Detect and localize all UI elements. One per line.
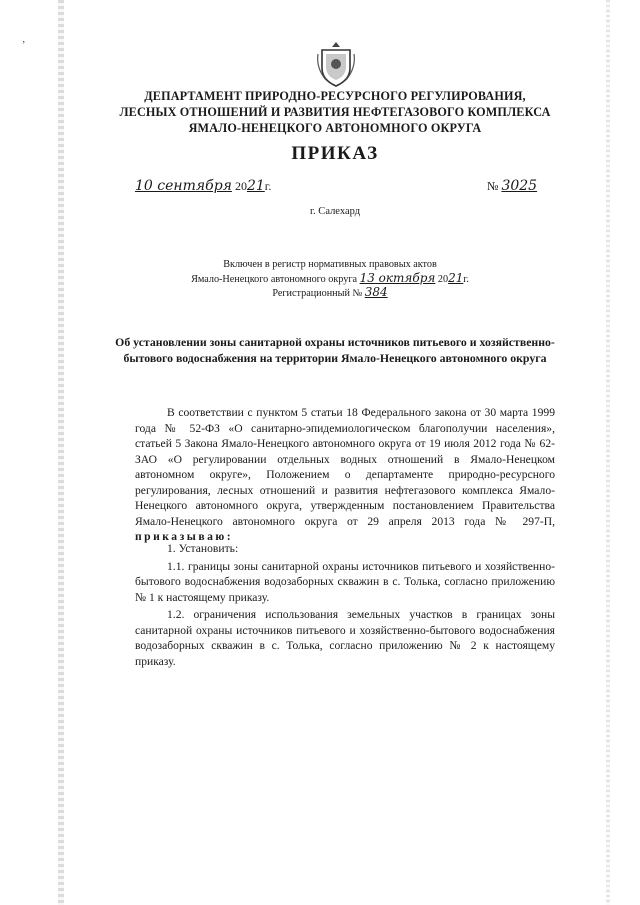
- handwritten-number: 3025: [501, 178, 538, 194]
- scan-edge-right: [606, 0, 610, 905]
- order-subject: Об установлении зоны санитарной охраны источников питьевого и хозяйственно-бытового водоснабжения на территории Ямало-Ненецкого автономного округа: [115, 335, 555, 365]
- document-type-title: ПРИКАЗ: [291, 143, 379, 164]
- scan-edge-left: [58, 0, 64, 905]
- order-item: 1. Установить:: [167, 542, 239, 555]
- registry-number-label: Регистрационный №: [272, 288, 363, 299]
- order-number: [487, 178, 537, 194]
- city: г. Салехард: [309, 206, 361, 217]
- date-year-prefix: 20: [234, 179, 247, 193]
- registry-year-prefix: 20: [437, 273, 449, 285]
- number-prefix: №: [487, 179, 499, 193]
- department-line: ЯМАЛО-НЕНЕЦКОГО АВТОНОМНОГО ОКРУГА: [188, 121, 482, 135]
- coat-of-arms-icon: [316, 40, 356, 88]
- registry-handwritten-date: 13 октября: [359, 270, 436, 285]
- department-name: [100, 88, 570, 136]
- handwritten-year: 21: [246, 178, 265, 194]
- order-item: 1.2. ограничения использования земельных участков в границах зоны санитарной охраны источников питьевого и хозяйственно-бытового водоснабжения водозаборных скважин в с. Толька, согласно приложению № 2 к настоящему приказу.: [135, 608, 555, 668]
- preamble: [135, 405, 555, 545]
- preamble-text: В соответствии с пунктом 5 статьи 18 Федерального закона от 30 марта 1999 года № 52-ФЗ «О санитарно-эпидемиологическом благополучии населения», статьей 5 Закона Ямало-Ненецкого автономного округа от 19 июля 2012 года № 62-ЗАО «О регулировании отдельных водных отношений в Ямало-Ненецком автономном округе», Положением о департаменте природно-ресурсного регулирования, лесных отношений и развития нефтегазового комплекса Ямало-Ненецкого автономного округа, утвержденным постановлением Правительства Ямало-Ненецкого автономного округа от 29 апреля 2013 года № 297-П,: [135, 406, 555, 528]
- registry-handwritten-year: 21: [448, 270, 464, 285]
- pen-mark: ʼ: [22, 40, 26, 51]
- order-word: приказываю:: [135, 530, 234, 543]
- registry-suffix: г.: [463, 273, 469, 285]
- date-suffix: г.: [264, 179, 272, 193]
- registry-line3: [160, 286, 500, 301]
- handwritten-date: 10 сентября: [135, 178, 232, 194]
- registry-line2-prefix: Ямало-Ненецкого автономного округа: [191, 273, 358, 285]
- registry-line2: [160, 272, 500, 287]
- order-items: [135, 541, 555, 671]
- department-line: ЛЕСНЫХ ОТНОШЕНИЙ И РАЗВИТИЯ НЕФТЕГАЗОВОГО КОМПЛЕКСА: [119, 105, 551, 119]
- order-date: [135, 178, 271, 194]
- department-line: ДЕПАРТАМЕНТ ПРИРОДНО-РЕСУРСНОГО РЕГУЛИРОВАНИЯ,: [144, 89, 526, 103]
- registry-handwritten-number: 384: [364, 285, 388, 299]
- registry-line1: Включен в регистр нормативных правовых актов: [223, 259, 437, 270]
- registry-stamp: [160, 258, 500, 301]
- order-item: 1.1. границы зоны санитарной охраны источников питьевого и хозяйственно-бытового водоснабжения водозаборных скважин в с. Толька, согласно приложению № 1 к настоящему приказу.: [135, 559, 555, 604]
